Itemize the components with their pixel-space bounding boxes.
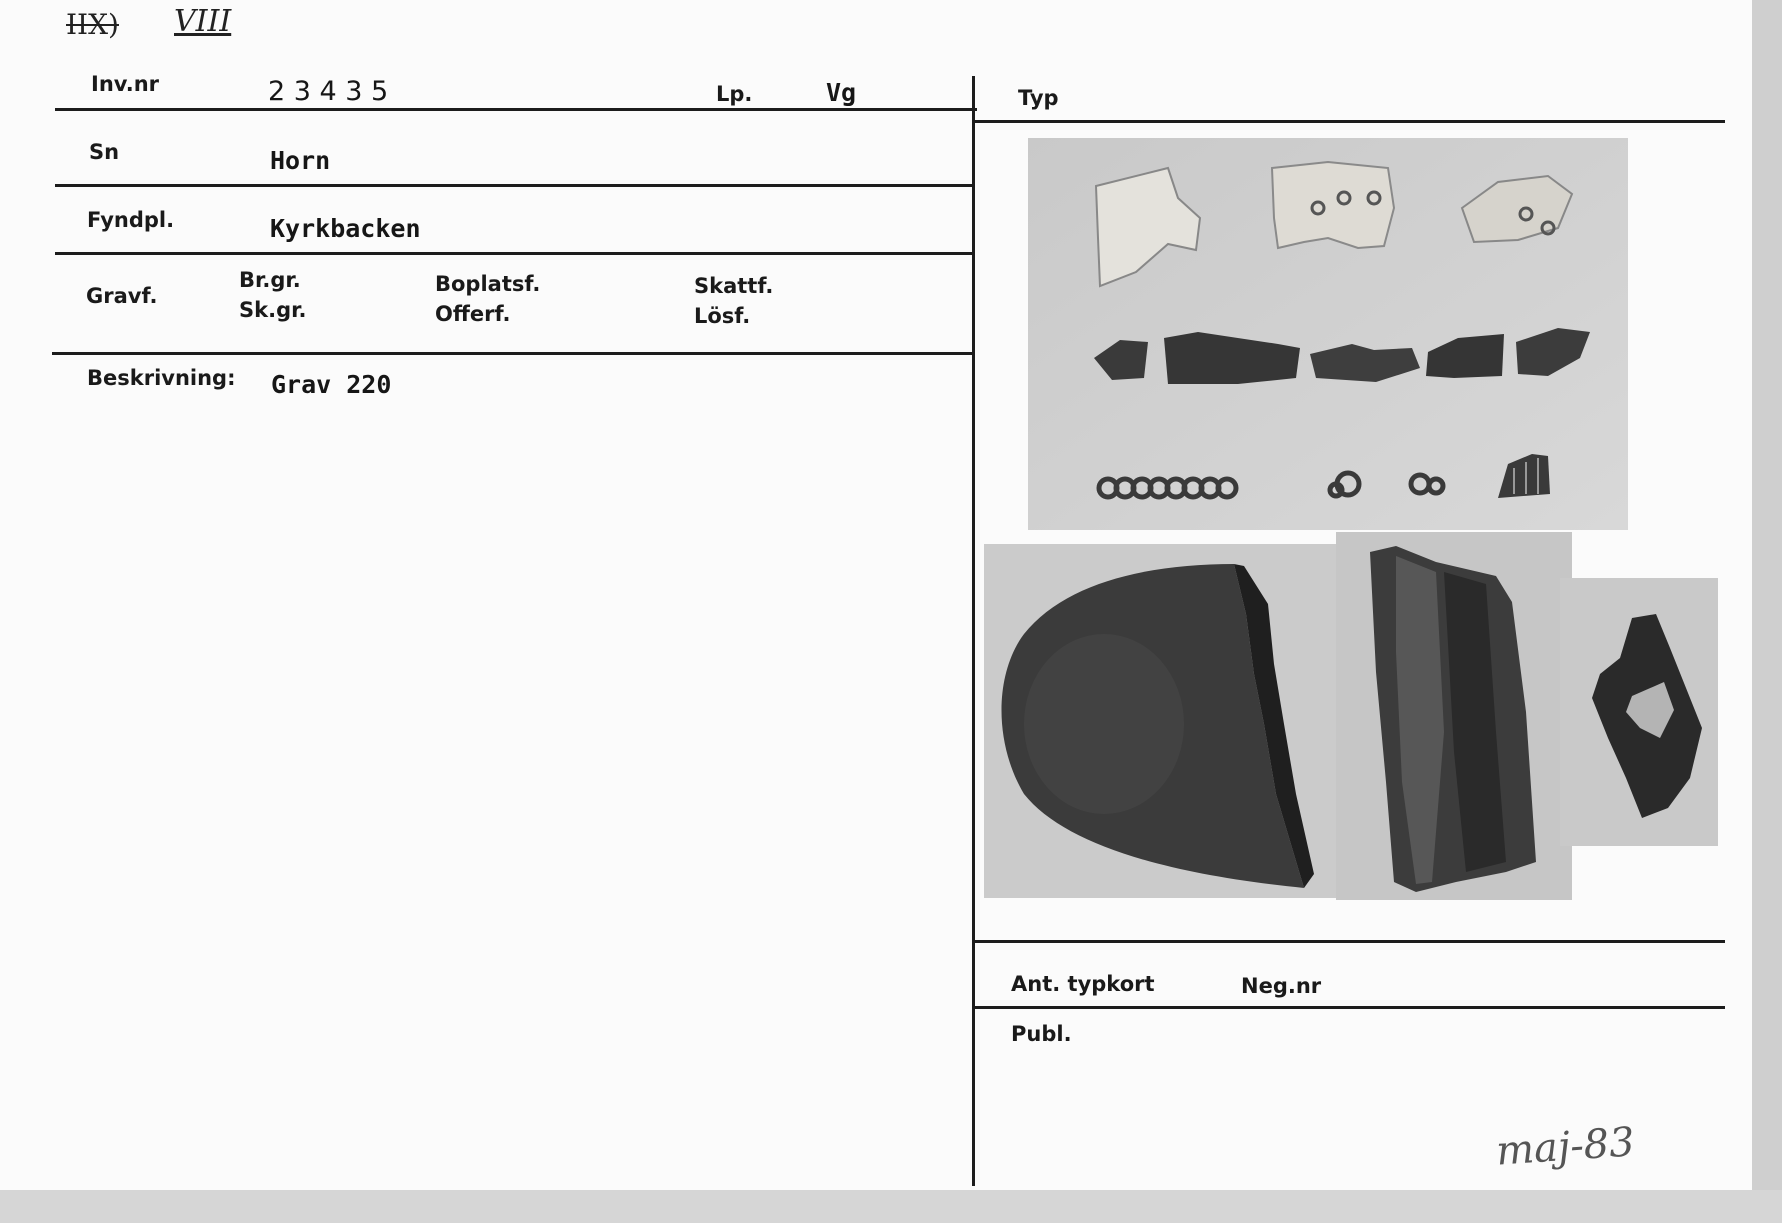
rule-typkort-bottom xyxy=(975,1006,1725,1009)
sn-value: Horn xyxy=(270,146,331,175)
photo-grooved-stone xyxy=(1336,532,1572,900)
ant-typkort-label: Ant. typkort xyxy=(1011,972,1155,996)
photo-half-round-stone xyxy=(984,544,1336,898)
rule-row3 xyxy=(55,252,973,255)
beskrivning-label: Beskrivning: xyxy=(87,366,236,390)
invnr-label: Inv.nr xyxy=(91,72,160,96)
typ-label: Typ xyxy=(1018,86,1059,110)
sn-label: Sn xyxy=(89,140,120,164)
card-edge-right xyxy=(1752,0,1782,1223)
photo-flake xyxy=(1560,578,1718,846)
card-edge-bottom xyxy=(0,1190,1782,1223)
publ-label: Publ. xyxy=(1011,1022,1072,1046)
photo-sherds xyxy=(1028,138,1628,530)
fyndpl-value: Kyrkbacken xyxy=(270,214,421,243)
lp-label: Lp. xyxy=(716,82,753,106)
rule-typkort-top xyxy=(975,940,1725,943)
handwritten-date: maj-83 xyxy=(1494,1119,1637,1175)
losf-label: Lösf. xyxy=(694,304,751,328)
invnr-value: 2 3 4 3 5 xyxy=(268,76,389,107)
negnr-label: Neg.nr xyxy=(1241,974,1322,998)
rule-row1 xyxy=(55,108,977,111)
beskrivning-value: Grav 220 xyxy=(271,370,392,399)
rule-divider xyxy=(972,76,975,1186)
boplatsf-label: Boplatsf. xyxy=(435,272,541,296)
struck-mark: IIX) xyxy=(66,8,119,41)
rule-typ xyxy=(975,120,1725,123)
rule-row2 xyxy=(55,184,973,187)
brgr-label: Br.gr. xyxy=(239,268,301,292)
skattf-label: Skattf. xyxy=(694,274,774,298)
lp-value: Vg xyxy=(826,78,857,107)
skgr-label: Sk.gr. xyxy=(239,298,307,322)
replacement-mark: VIII xyxy=(174,4,232,39)
offerf-label: Offerf. xyxy=(435,302,511,326)
gravf-label: Gravf. xyxy=(86,284,158,308)
rule-row4 xyxy=(52,352,972,355)
fyndpl-label: Fyndpl. xyxy=(87,208,175,232)
